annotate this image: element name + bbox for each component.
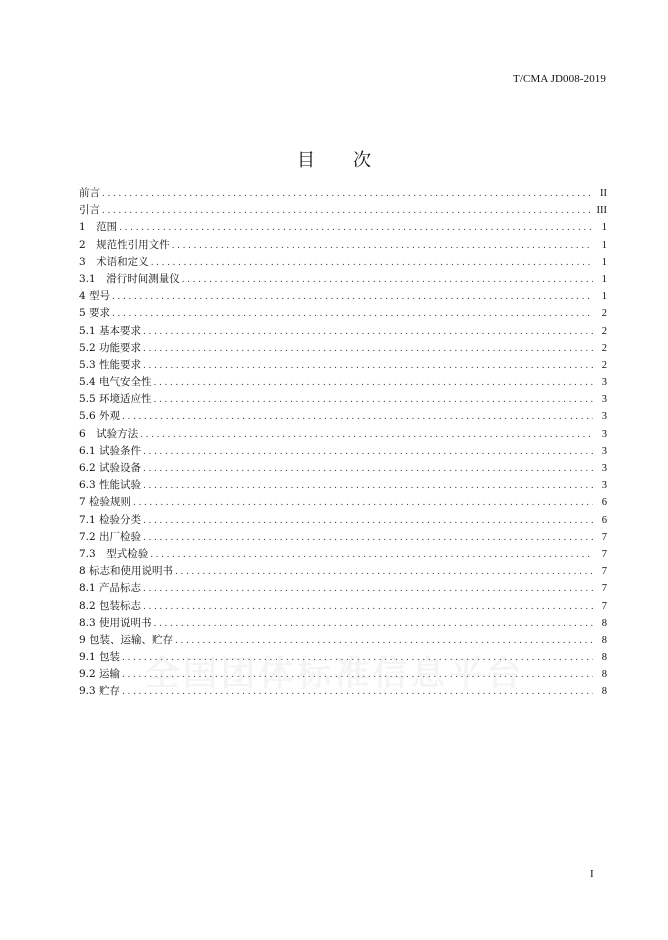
toc-leader-dots (122, 684, 593, 701)
toc-leader-dots (143, 581, 593, 598)
toc-leader-dots (143, 341, 593, 358)
toc-entry-text: 6.2 试验设备 (79, 462, 142, 474)
toc-entry[interactable] (79, 305, 607, 322)
toc-entry-text: 9.1 包装 (79, 651, 121, 664)
toc-entry-page: 2 (601, 359, 607, 371)
toc-entry-page: 7 (601, 600, 607, 612)
toc-entry-text: 3.1 滑行时间测量仪 (79, 272, 180, 285)
toc-entry[interactable] (79, 580, 607, 597)
toc-leader-dots (112, 289, 593, 306)
toc-entry-page: 7 (601, 566, 607, 578)
toc-entry-page: 3 (601, 394, 607, 406)
toc-entry-text: 7.1 检验分类 (79, 513, 142, 526)
toc-entry[interactable] (79, 529, 607, 546)
toc-leader-dots (154, 375, 593, 392)
toc-entry-page: 8 (601, 634, 607, 646)
toc-entry-page: 7 (601, 531, 607, 543)
toc-leader-dots (143, 513, 593, 530)
toc-entry-text: 5.2 功能要求 (79, 341, 142, 354)
toc-entry-page: 7 (601, 548, 607, 560)
toc-leader-dots (143, 444, 593, 461)
toc-leader-dots (154, 392, 593, 409)
toc-entry[interactable] (79, 512, 607, 529)
toc-entry-text: 5 要求 (79, 307, 111, 320)
toc-entry-text: 8.3 使用说明书 (79, 616, 152, 629)
toc-leader-dots (102, 203, 593, 220)
toc-entry[interactable] (79, 185, 607, 202)
toc-entry[interactable] (79, 391, 607, 408)
toc-entry-text: 6.1 试验条件 (79, 444, 142, 457)
toc-entry[interactable] (79, 374, 607, 391)
toc-entry-text: 7 检验规则 (79, 496, 132, 509)
toc-entry-page: 7 (601, 583, 607, 595)
toc-entry[interactable] (79, 632, 607, 649)
toc-leader-dots (119, 220, 593, 237)
toc-entry[interactable] (79, 254, 607, 271)
toc-leader-dots (102, 186, 593, 203)
toc-entry-text: 8 标志和使用说明书 (79, 565, 174, 578)
toc-entry-text: 9.2 运输 (79, 668, 121, 681)
toc-entry-page: 1 (601, 273, 607, 285)
page-number: I (590, 868, 594, 880)
toc-entry-page: 8 (601, 669, 607, 681)
toc-leader-dots (143, 358, 593, 375)
toc-entry-page: 3 (601, 377, 607, 389)
toc-entry-text: 2 规范性引用文件 (79, 238, 170, 251)
toc-entry-page: 3 (601, 445, 607, 457)
toc-leader-dots (122, 667, 593, 684)
toc-leader-dots (182, 272, 593, 289)
toc-leader-dots (175, 564, 593, 581)
toc-entry[interactable] (79, 443, 607, 460)
toc-entry-text: 4 型号 (79, 290, 111, 303)
toc-entry-page: 2 (601, 342, 607, 354)
toc-leader-dots (133, 495, 593, 512)
toc-leader-dots (151, 255, 593, 272)
toc-entry[interactable] (79, 271, 607, 288)
toc-entry-text: 前言 (79, 187, 100, 199)
toc-entry-text: 6.3 性能试验 (79, 479, 142, 492)
toc-leader-dots (122, 650, 593, 667)
toc-entry[interactable] (79, 477, 607, 494)
toc-entry[interactable] (79, 202, 607, 219)
toc-leader-dots (143, 461, 593, 478)
toc-entry-page: 6 (601, 514, 607, 526)
toc-entry[interactable] (79, 649, 607, 666)
toc-entry[interactable] (79, 323, 607, 340)
toc-entry-page: 8 (601, 686, 607, 698)
toc-entry-text: 5.4 电气安全性 (79, 376, 152, 389)
toc-entry-text: 8.1 产品标志 (79, 582, 142, 595)
toc-entry-page: 2 (601, 325, 607, 337)
toc-entry-page: 1 (601, 291, 607, 303)
toc-entry-page: 8 (601, 617, 607, 629)
toc-leader-dots (154, 616, 593, 633)
toc-entry[interactable] (79, 460, 607, 477)
toc-entry[interactable] (79, 563, 607, 580)
toc-leader-dots (143, 599, 593, 616)
toc-entry-text: 引言 (79, 204, 100, 217)
toc-entry[interactable] (79, 219, 607, 236)
document-code: T/CMA JD008-2019 (513, 73, 606, 85)
toc-entry[interactable] (79, 237, 607, 254)
toc-leader-dots (112, 306, 593, 323)
toc-entry-page: 3 (601, 411, 607, 423)
toc-leader-dots (150, 547, 593, 564)
toc-leader-dots (122, 409, 593, 426)
toc-entry[interactable] (79, 408, 607, 425)
toc-entry-page: 1 (601, 256, 607, 268)
toc-entry-text: 1 范围 (79, 221, 118, 234)
toc-entry-text: 3 术语和定义 (79, 255, 149, 268)
toc-entry-page: 1 (601, 239, 607, 251)
toc-leader-dots (172, 238, 593, 255)
toc-entry-page: II (600, 188, 607, 199)
toc-entry-page: 8 (601, 652, 607, 664)
toc-entry-page: 3 (601, 480, 607, 492)
toc-entry-text: 8.2 包装标志 (79, 599, 142, 612)
toc-entry[interactable] (79, 494, 607, 511)
toc-entry-page: III (596, 205, 607, 217)
toc-entry-text: 9 包装、运输、贮存 (79, 633, 174, 646)
toc-leader-dots (143, 324, 593, 341)
toc-entry-text: 7.3 型式检验 (79, 547, 149, 560)
toc-leader-dots (140, 427, 593, 444)
toc-entry[interactable] (79, 615, 607, 632)
toc-title (0, 146, 668, 172)
toc-entry[interactable] (79, 546, 607, 563)
toc-title-part2: 次 (353, 150, 371, 172)
toc-entry-page: 1 (601, 222, 607, 234)
toc-entry-text: 5.1 基本要求 (79, 324, 142, 337)
watermark: 全国团体标准信息平台 (145, 654, 525, 694)
toc-entry-text: 7.2 出厂检验 (79, 530, 142, 543)
toc-entry[interactable] (79, 683, 607, 700)
toc-list (79, 185, 607, 701)
toc-leader-dots (175, 633, 593, 650)
toc-entry[interactable] (79, 288, 607, 305)
toc-entry-text: 5.3 性能要求 (79, 358, 142, 371)
toc-leader-dots (143, 478, 593, 495)
toc-title-part1: 目 (297, 150, 315, 172)
toc-entry[interactable] (79, 426, 607, 443)
toc-entry-text: 5.6 外观 (79, 410, 121, 423)
toc-entry-text: 5.5 环境适应性 (79, 393, 152, 406)
toc-entry-page: 3 (601, 463, 607, 474)
toc-entry[interactable] (79, 598, 607, 615)
toc-entry-text: 9.3 贮存 (79, 685, 121, 698)
toc-entry[interactable] (79, 666, 607, 683)
toc-entry-page: 2 (601, 308, 607, 320)
toc-entry[interactable] (79, 357, 607, 374)
toc-entry-text: 6 试验方法 (79, 427, 139, 440)
toc-entry[interactable] (79, 340, 607, 357)
toc-leader-dots (143, 530, 593, 547)
toc-entry-page: 3 (601, 428, 607, 440)
toc-entry-page: 6 (601, 497, 607, 509)
